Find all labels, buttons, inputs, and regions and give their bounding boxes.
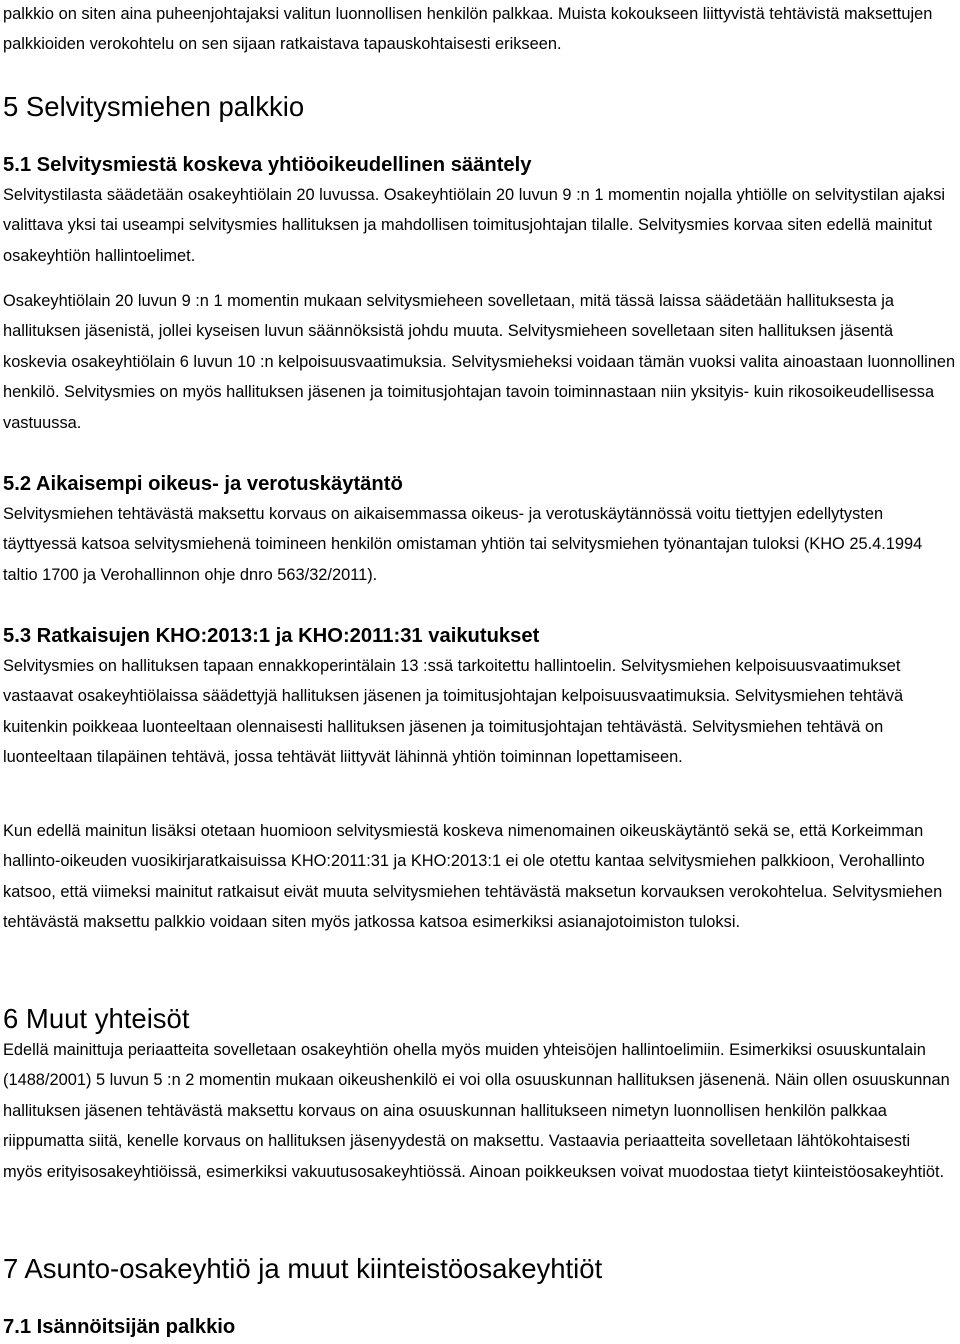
section-5-3-paragraph-2: Kun edellä mainitun lisäksi otetaan huomioon selvitysmiestä koskeva nimenomainen oikeuskäytäntö sekä se, että Korkeimman hallinto-oikeuden vuosikirjaratkaisuissa KHO:2011:31 ja KHO:2013:1 ei ole otettu kantaa selvitysmiehen palkkioon, Verohallinto katsoo, että viimeksi mainitut ratkaisut eivät muuta selvitysmiehen tehtävästä maksetun korvauksen verokohtelua. Selvitysmiehen tehtävästä maksettu palkkio voidaan siten myös jatkossa katsoa esimerkiksi asianajotoimiston tuloksi. xyxy=(3,822,943,932)
section-7-1-heading: 7.1 Isännöitsijän palkkio xyxy=(3,1316,236,1338)
section-5-3-paragraph-1: Selvitysmies on hallituksen tapaan ennakkoperintälain 13 :ssä tarkoitettu hallintoelin. Selvitysmiehen kelpoisuusvaatimukset vastaavat osakeyhtiölaissa säädettyjä hallituksen jäsenen ja toimitusjohtajan kelpoisuusvaatimuksia. Selvitysmiehen tehtävä kuitenkin poikkeaa luonteeltaan olennaisesti hallituksen jäsenen ja toimitusjohtajan tehtävästä. Selvitysmiehen tehtävä on luonteeltaan tilapäinen tehtävä, jossa tehtävät liittyvät lähinnä yhtiön toiminnan lopettamiseen. xyxy=(3,657,904,767)
section-5-1-heading: 5.1 Selvitysmiestä koskeva yhtiöoikeudellinen sääntely xyxy=(3,154,532,176)
section-5-1-paragraph-1: Selvitystilasta säädetään osakeyhtiölain 20 luvussa. Osakeyhtiölain 20 luvun 9 :n 1 momentin nojalla yhtiölle on selvitystilan ajaksi valittava yksi tai useampi selvitysmies hallituksen ja mahdollisen toimitusjohtajan tilalle. Selvitysmies korvaa siten edellä mainitut osakeyhtiön hallintoelimet. xyxy=(3,186,946,265)
section-7-heading: 7 Asunto-osakeyhtiö ja muut kiinteistöosakeyhtiöt xyxy=(3,1253,603,1284)
section-6-heading: 6 Muut yhteisöt xyxy=(3,1003,190,1034)
section-5-3-heading: 5.3 Ratkaisujen KHO:2013:1 ja KHO:2011:31 vaikutukset xyxy=(3,625,540,647)
section-5-1-paragraph-2: Osakeyhtiölain 20 luvun 9 :n 1 momentin mukaan selvitysmieheen sovelletaan, mitä tässä laissa säädetään hallituksesta ja hallituksen jäsenistä, jollei kyseisen luvun säännöksistä johdu muuta. Selvitysmieheen sovelletaan siten hallituksen jäsentä koskevia osakeyhtiölain 6 luvun 10 :n kelpoisuusvaatimuksia. Selvitysmieheksi voidaan tämän vuoksi valita ainoastaan luonnollinen henkilö. Selvitysmies on myös hallituksen jäsenen ja toimitusjohtajan tavoin toiminnastaan niin yksityis- kuin rikosoikeudellisessa vastuussa. xyxy=(3,292,956,432)
section-6-paragraph-1: Edellä mainittuja periaatteita sovelletaan osakeyhtiön ohella myös muiden yhteisöjen hallintoelimiin. Esimerkiksi osuuskuntalain (1488/2001) 5 luvun 5 :n 2 momentin mukaan oikeushenkilö ei voi olla osuuskunnan hallituksen jäsenenä. Näin ollen osuuskunnan hallituksen jäsenen tehtävästä maksettu korvaus on aina osuuskunnan hallitukseen nimetyn luonnollisen henkilön palkkaa riippumatta siitä, kenelle korvaus on hallituksen jäsenyydestä on maksettu. Vastaavia periaatteita sovelletaan lähtökohtaisesti myös erityisosakeyhtiöissä, esimerkiksi vakuutusosakeyhtiössä. Ainoan poikkeuksen voivat muodostaa tietyt kiinteistöosakeyhtiöt. xyxy=(3,1041,950,1181)
section-5-2-paragraph-1: Selvitysmiehen tehtävästä maksettu korvaus on aikaisemmassa oikeus- ja verotuskäytännössä voitu tiettyjen edellytysten täyttyessä katsoa selvitysmiehenä toimineen henkilön omistaman yhtiön tai selvitysmiehen työnantajan tuloksi (KHO 25.4.1994 taltio 1700 ja Verohallinnon ohje dnro 563/32/2011). xyxy=(3,505,923,584)
intro-paragraph: palkkio on siten aina puheenjohtajaksi valitun luonnollisen henkilön palkkaa. Muista kokoukseen liittyvistä tehtävistä maksettujen palkkioiden verokohtelu on sen sijaan ratkaistava tapauskohtaisesti erikseen. xyxy=(3,5,933,54)
section-5-heading: 5 Selvitysmiehen palkkio xyxy=(3,91,305,122)
section-5-2-heading: 5.2 Aikaisempi oikeus- ja verotuskäytäntö xyxy=(3,473,403,495)
